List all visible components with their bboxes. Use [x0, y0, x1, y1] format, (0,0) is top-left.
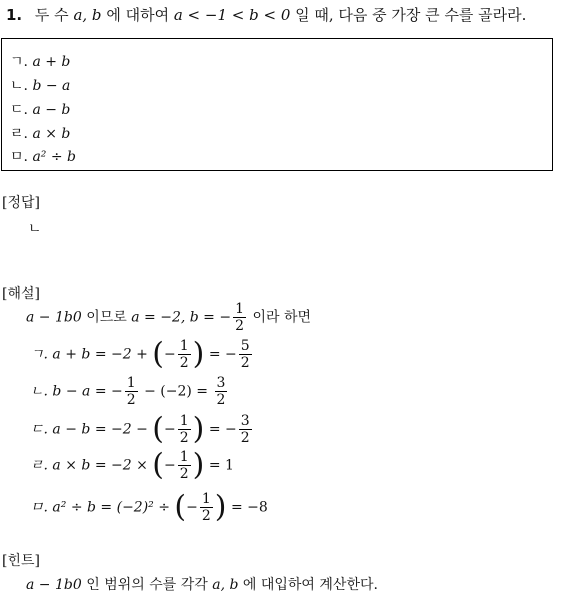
option-label: ㅁ.	[10, 149, 28, 165]
option-item	[10, 51, 70, 71]
fraction: $\frac{5}{2}$	[240, 338, 250, 371]
hint-text: a − 1b0 인 범위의 수를 각각 a, b 에 대입하여 계산한다.	[26, 577, 378, 593]
fraction: $\frac{3}{2}$	[216, 375, 226, 408]
question-text-pre: 두 수	[34, 6, 69, 24]
question-text-post: 일 때, 다음 중 가장 큰 수를 골라라.	[295, 6, 527, 24]
option-item	[10, 99, 70, 119]
option-item	[10, 123, 70, 143]
explanation-line-1: ㄱ. a + b = −2 + (− $\frac{1}{2}$ ) = − $\frac{5}{2}$	[30, 336, 250, 372]
fraction: $\frac{1}{2}$	[179, 413, 189, 446]
intro-text2: 이라 하면	[252, 309, 312, 326]
option-expr: a² ÷ b	[32, 149, 76, 165]
intro-expr: a − 1b0	[26, 309, 82, 326]
option-expr: a + b	[32, 54, 71, 70]
explanation-line-3: ㄷ. a − b = −2 − (− $\frac{1}{2}$ ) = − $\frac{3}{2}$	[30, 411, 250, 447]
explanation-line-2: ㄴ. b − a = − $\frac{1}{2}$ − (−2) = $\frac{3}{2}$	[30, 375, 226, 408]
explanation-line-4: ㄹ. a × b = −2 × (− $\frac{1}{2}$ ) = 1	[30, 447, 234, 483]
fraction: $\frac{1}{2}$	[235, 301, 245, 334]
explanation-intro	[26, 302, 311, 333]
option-label: ㄱ.	[10, 54, 28, 70]
question-number: 1.	[6, 6, 23, 24]
question-condition: a < −1 < b < 0	[173, 6, 291, 24]
intro-text1: 이므로	[86, 309, 127, 326]
explanation-line-5: ㅁ. a² ÷ b = (−2)² ÷ (− $\frac{1}{2}$ ) = −8	[30, 489, 268, 525]
question-vars: a, b	[73, 6, 102, 24]
answer-value: ㄴ	[28, 221, 42, 237]
option-label: ㄹ.	[10, 126, 28, 142]
option-expr: a × b	[32, 126, 71, 142]
fraction: $\frac{3}{2}$	[240, 413, 250, 446]
fraction: $\frac{1}{2}$	[201, 491, 211, 524]
option-item	[10, 146, 76, 166]
option-expr: a − b	[32, 102, 71, 118]
option-label: ㄷ.	[10, 102, 28, 118]
question	[6, 4, 526, 25]
fraction: $\frac{1}{2}$	[126, 375, 136, 408]
answer-header: [정답]	[2, 195, 40, 211]
option-label: ㄴ.	[10, 78, 28, 94]
option-item	[10, 75, 70, 95]
option-expr: b − a	[32, 78, 71, 94]
explanation-header: [해설]	[2, 286, 40, 302]
intro-values: a = −2, b = −	[131, 309, 232, 326]
fraction: $\frac{1}{2}$	[179, 449, 189, 482]
question-text-mid: 에 대하여	[106, 6, 170, 24]
fraction: $\frac{1}{2}$	[179, 338, 189, 371]
hint-header: [힌트]	[2, 553, 40, 569]
options-box	[1, 38, 553, 171]
